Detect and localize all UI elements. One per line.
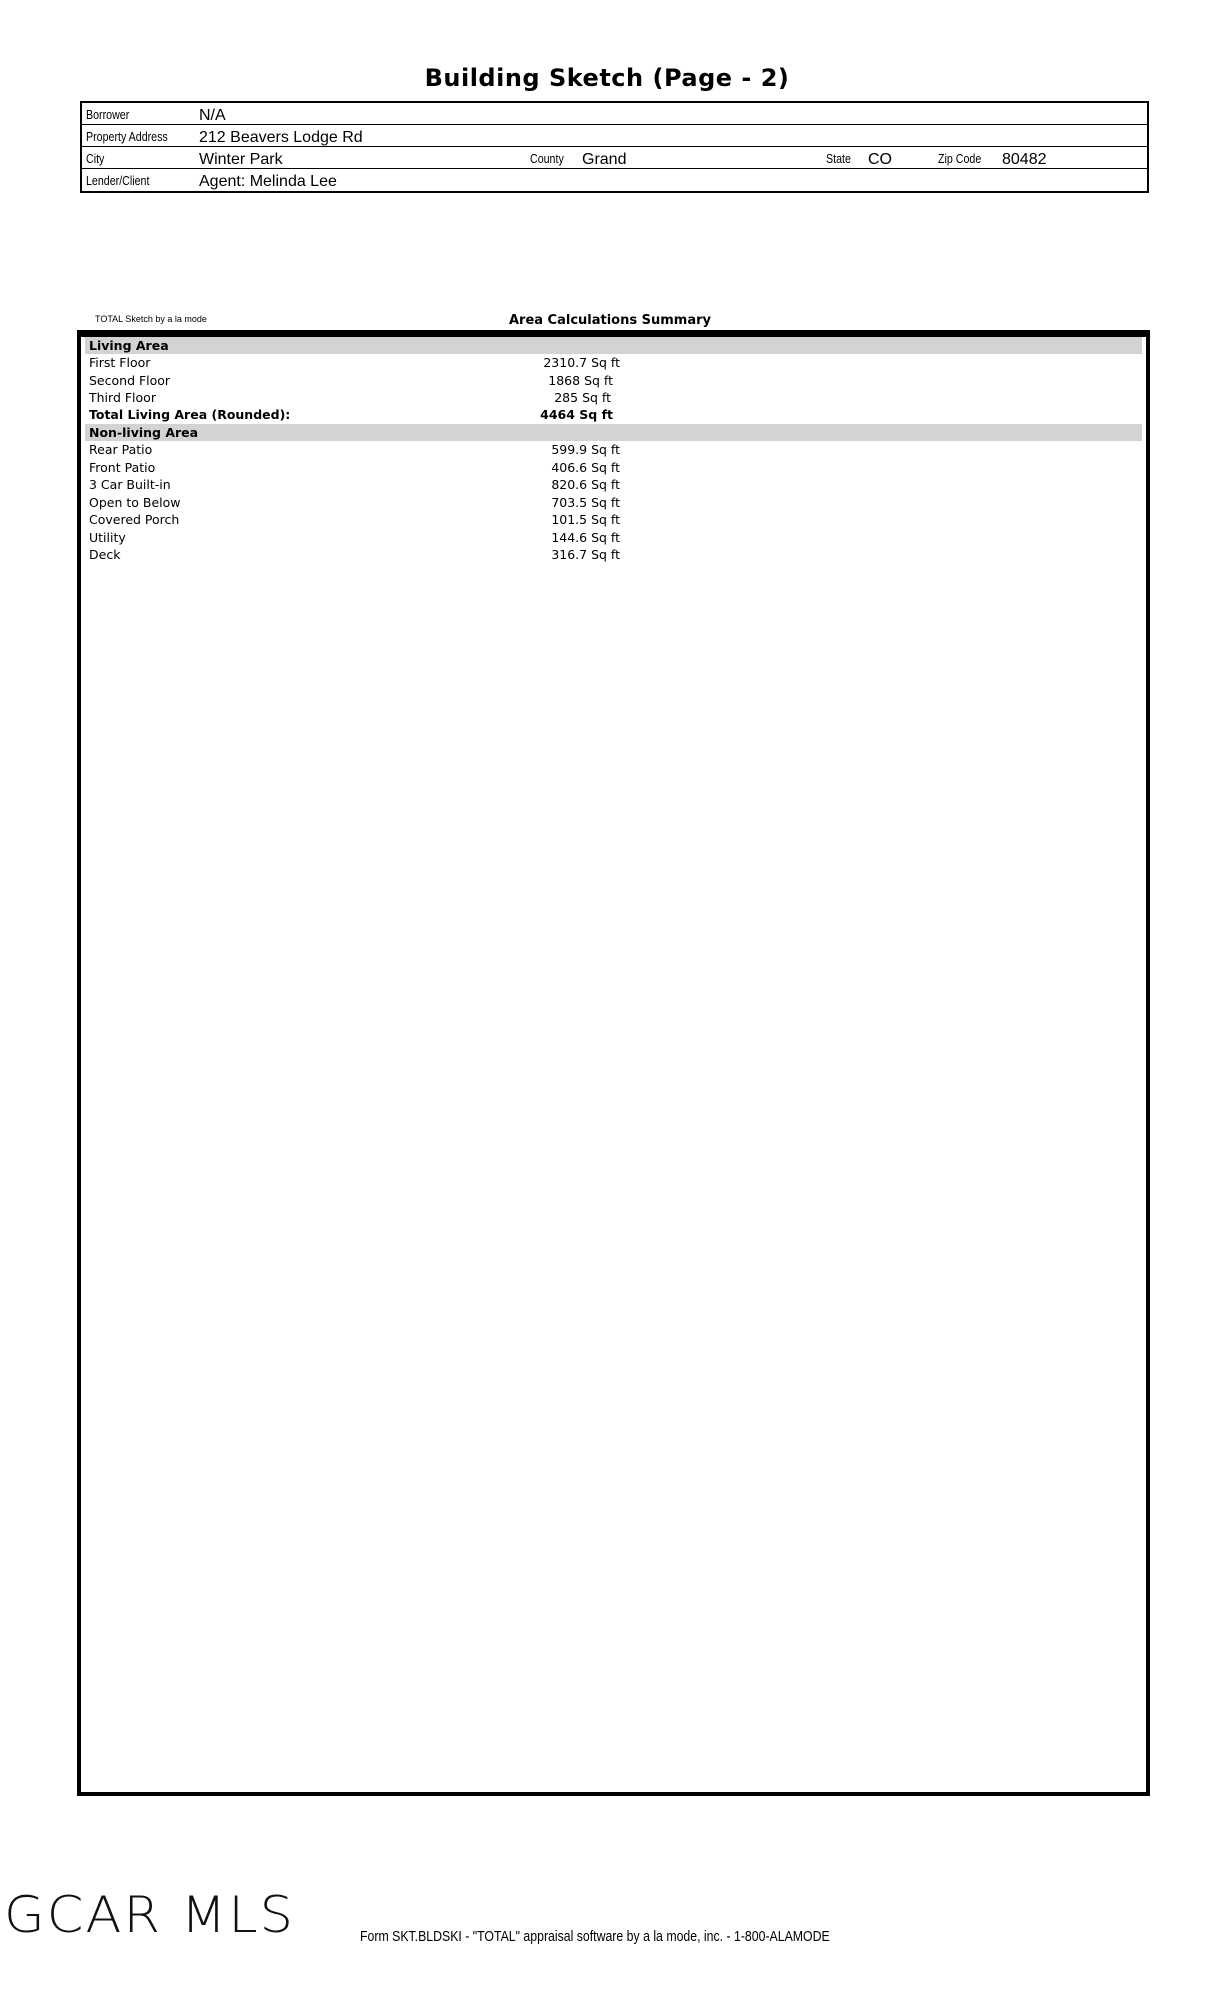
- row-label: Third Floor: [89, 390, 156, 405]
- row-label: 3 Car Built-in: [89, 477, 171, 492]
- address-label: Property Address: [86, 129, 168, 144]
- city-value: Winter Park: [199, 151, 283, 168]
- lender-value: Agent: Melinda Lee: [199, 173, 337, 190]
- living-row: [85, 389, 1142, 406]
- county-value: Grand: [582, 151, 627, 168]
- borrower-value: N/A: [199, 107, 226, 124]
- row-value: 2310.7 Sq ft: [543, 355, 620, 370]
- row-value: 285 Sq ft: [554, 390, 611, 405]
- non-living-area-header: Non-living Area: [85, 424, 1142, 441]
- location-row: [82, 147, 1147, 169]
- nonliving-row: [85, 546, 1142, 563]
- property-header-table: [80, 101, 1149, 193]
- lender-row: [82, 169, 1147, 191]
- form-footer: Form SKT.BLDSKI - "TOTAL" appraisal software by a la mode, inc. - 1-800-ALAMODE: [360, 1928, 830, 1945]
- address-row: [82, 125, 1147, 147]
- row-value: 101.5 Sq ft: [551, 512, 620, 527]
- row-value: 406.6 Sq ft: [551, 459, 620, 475]
- row-label: Utility: [89, 529, 126, 545]
- lender-label: Lender/Client: [86, 173, 150, 188]
- borrower-row: [82, 103, 1147, 125]
- state-label: State: [826, 151, 851, 166]
- nonliving-row: [85, 494, 1142, 511]
- gcar-mls-logo: GCAR MLS: [4, 1886, 296, 1944]
- row-label: Open to Below: [89, 494, 181, 510]
- row-label: Deck: [89, 547, 121, 562]
- sketch-credit: TOTAL Sketch by a la mode: [95, 314, 207, 324]
- row-label: Covered Porch: [89, 512, 180, 527]
- nonliving-row: [85, 529, 1142, 546]
- living-row: [85, 372, 1142, 389]
- total-living-row: [85, 406, 1142, 423]
- row-value: 316.7 Sq ft: [551, 547, 620, 562]
- row-label: Rear Patio: [89, 442, 153, 457]
- nonliving-row: [85, 511, 1142, 528]
- row-label: Second Floor: [89, 372, 171, 388]
- nonliving-row: [85, 476, 1142, 493]
- sketch-area: [77, 330, 1150, 1796]
- living-area-header: Living Area: [85, 337, 1142, 354]
- page-title: Building Sketch (Page - 2): [424, 64, 790, 92]
- county-label: County: [530, 151, 564, 166]
- nonliving-row: [85, 459, 1142, 476]
- area-summary-title: Area Calculations Summary: [508, 313, 712, 328]
- city-label: City: [86, 151, 105, 166]
- total-value: 4464 Sq ft: [540, 407, 613, 422]
- row-value: 144.6 Sq ft: [551, 529, 620, 545]
- row-value: 1868 Sq ft: [548, 372, 613, 388]
- living-row: [85, 354, 1142, 371]
- nonliving-row: [85, 441, 1142, 458]
- row-value: 599.9 Sq ft: [551, 442, 620, 457]
- row-label: Front Patio: [89, 459, 156, 475]
- state-value: CO: [868, 151, 892, 168]
- borrower-label: Borrower: [86, 107, 130, 122]
- zip-value: 80482: [1002, 151, 1047, 168]
- row-label: First Floor: [89, 355, 151, 370]
- address-value: 212 Beavers Lodge Rd: [199, 129, 363, 146]
- zip-label: Zip Code: [938, 151, 982, 166]
- row-value: 820.6 Sq ft: [551, 477, 620, 492]
- total-label: Total Living Area (Rounded):: [89, 407, 291, 422]
- row-value: 703.5 Sq ft: [551, 494, 620, 510]
